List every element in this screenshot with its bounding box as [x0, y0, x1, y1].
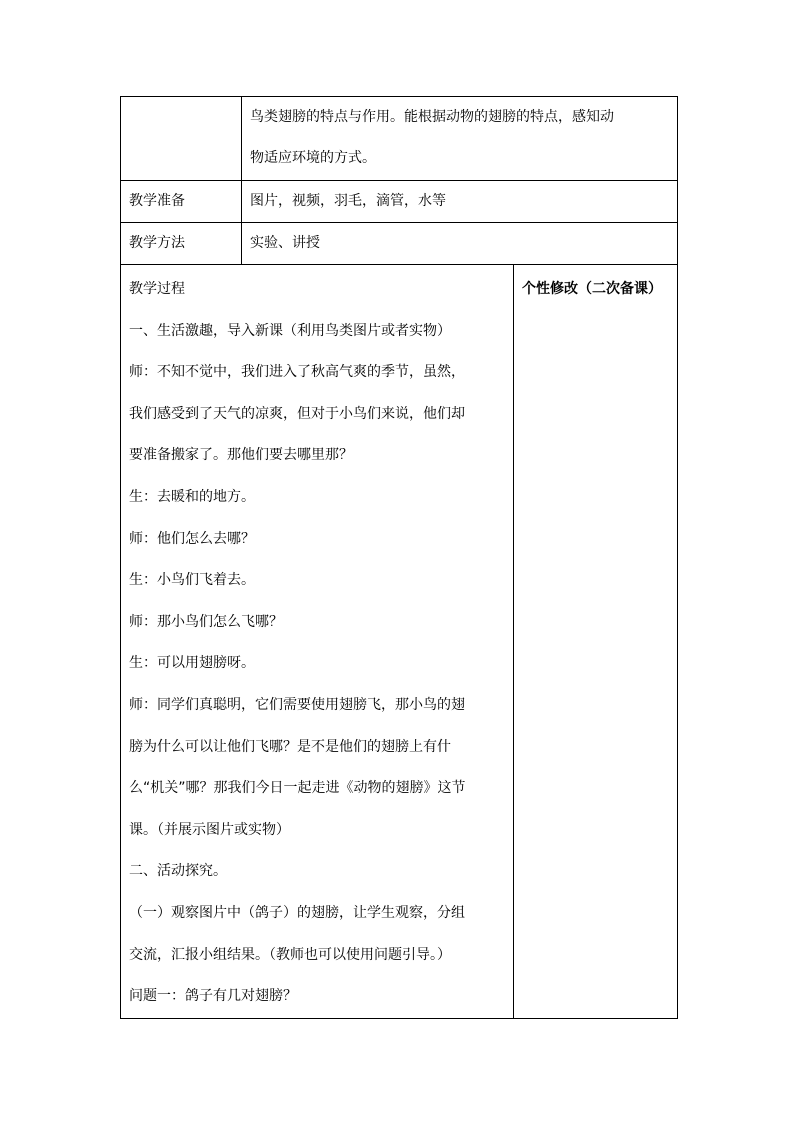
- method-label-cell: [121, 223, 242, 265]
- process-line: 我们感受到了天气的凉爽，但对于小鸟们来说，他们却: [129, 405, 465, 422]
- process-line: 么“机关”哪？那我们今日一起走进《动物的翅膀》这节: [129, 780, 466, 797]
- process-cell: [121, 265, 514, 1019]
- process-line: 二、活动探究。: [129, 863, 227, 880]
- preparation-label: 教学准备: [129, 193, 185, 209]
- process-line: 师：不知不觉中，我们进入了秋高气爽的季节，虽然，: [129, 364, 465, 381]
- process-line: 交流，汇报小组结果。（教师也可以使用问题引导。）: [129, 946, 451, 963]
- method-label: 教学方法: [129, 235, 185, 251]
- objective-row: [121, 97, 678, 181]
- process-line: 师：那小鸟们怎么飞哪？: [129, 613, 283, 630]
- objective-text-cell: [242, 97, 678, 181]
- process-line: 师：他们怎么去哪？: [129, 530, 255, 547]
- method-row: [121, 223, 678, 265]
- process-line: 生：可以用翅膀呀。: [129, 655, 255, 672]
- process-line: 生：小鸟们飞着去。: [129, 572, 255, 589]
- preparation-value-cell: [242, 181, 678, 223]
- revision-cell: [514, 265, 678, 1019]
- process-line: 一、生活激趣，导入新课（利用鸟类图片或者实物）: [129, 322, 451, 339]
- process-line: 问题一：鸽子有几对翅膀？: [129, 988, 297, 1005]
- process-line: 教学过程: [129, 281, 185, 297]
- process-line: 要准备搬家了。那他们要去哪里那？: [129, 447, 353, 464]
- preparation-label-cell: [121, 181, 242, 223]
- process-line: 课。（并展示图片或实物）: [129, 821, 290, 838]
- process-line: 师：同学们真聪明，它们需要使用翅膀飞，那小鸟的翅: [129, 696, 465, 713]
- process-line: 生：去暖和的地方。: [129, 488, 255, 505]
- objective-line-1: 鸟类翅膀的特点与作用。能根据动物的翅膀的特点，感知动: [250, 109, 614, 125]
- preparation-value: 图片，视频，羽毛，滴管，水等: [250, 193, 446, 209]
- preparation-row: [121, 181, 678, 223]
- process-line: （一）观察图片中（鸽子）的翅膀，让学生观察，分组: [129, 904, 465, 921]
- objective-line-2: 物适应环境的方式。: [250, 150, 376, 166]
- method-value: 实验、讲授: [250, 235, 320, 251]
- process-row: [121, 265, 678, 1019]
- objective-label-cell: [121, 97, 242, 181]
- lesson-plan-table: [120, 96, 678, 1019]
- process-line: 膀为什么可以让他们飞哪？是不是他们的翅膀上有什: [129, 738, 451, 755]
- revision-title: 个性修改（二次备课）: [522, 281, 662, 297]
- method-value-cell: [242, 223, 678, 265]
